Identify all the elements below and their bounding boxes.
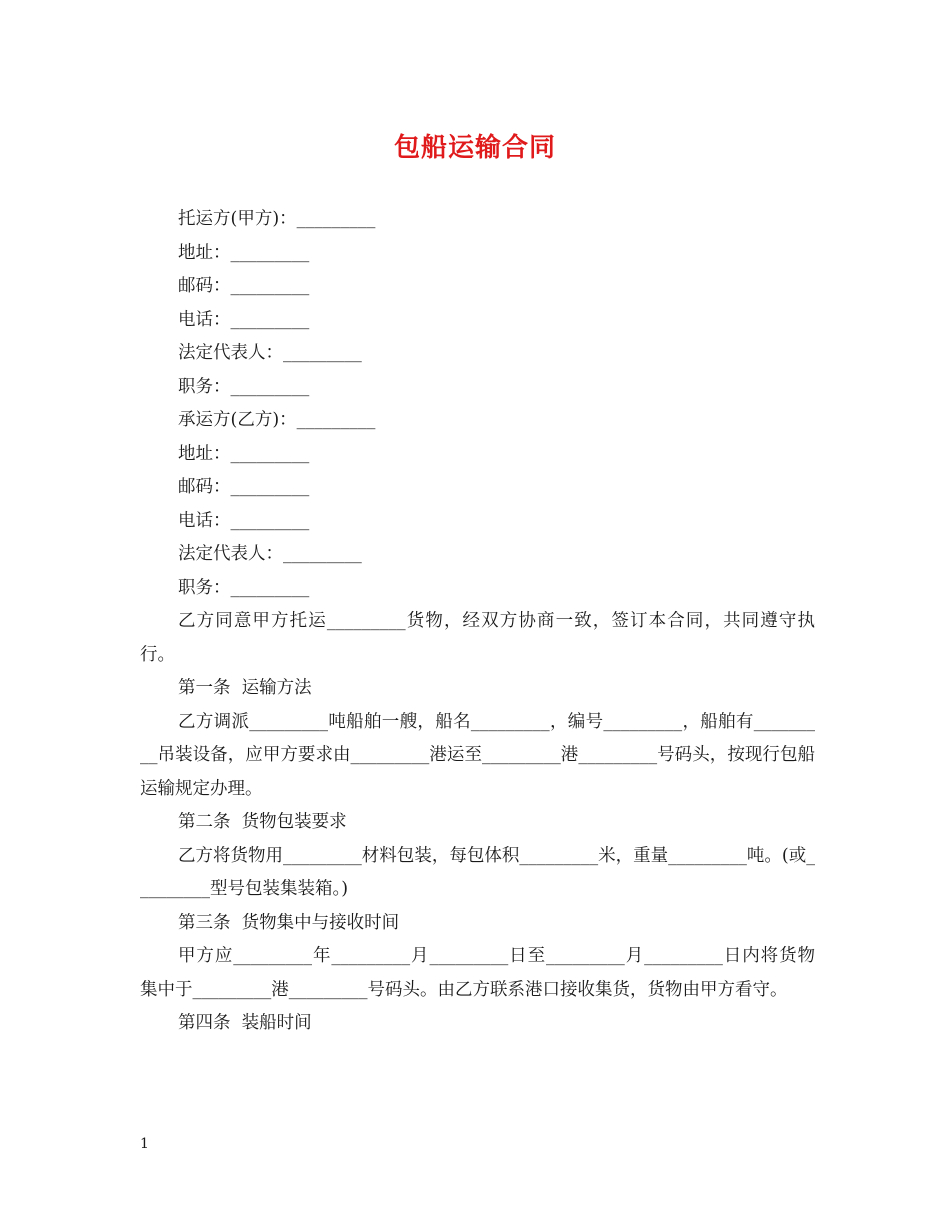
party-line: 地址：_________ (178, 443, 310, 464)
party-line: 邮码：_________ (178, 276, 310, 296)
article-heading: 第四条 装船时间 (178, 1013, 312, 1033)
article-heading: 第三条 货物集中与接收时间 (178, 912, 400, 933)
article-heading: 第二条 货物包装要求 (178, 812, 347, 832)
party-line: 邮码：_________ (178, 477, 310, 497)
page-number: 1 (140, 1136, 149, 1152)
party-line: 承运方(乙方)：_________ (178, 410, 376, 430)
intro-paragraph: 乙方同意甲方托运_________货物，经双方协商一致，签订本合同，共同遵守执行。 (140, 611, 815, 665)
party-line: 法定代表人：_________ (178, 343, 362, 363)
article-text: 乙方调派_________吨船舶一艘，船名_________，编号_________，船舶有_________吊装设备，应甲方要求由_________港运至_________港_________号码头，按现行包船运输规定办理。 (140, 711, 815, 799)
party-line: 法定代表人：_________ (178, 544, 362, 564)
article-text: 乙方将货物用_________材料包装，每包体积_________米，重量_________吨。(或_________型号包装集装箱。) (140, 845, 815, 899)
contract-body (140, 203, 815, 1041)
contract-title: 包船运输合同 (393, 133, 556, 163)
party-line: 电话：_________ (178, 510, 310, 531)
party-line: 地址：_________ (178, 242, 310, 263)
party-line: 职务：_________ (178, 577, 310, 598)
article-heading: 第一条 运输方法 (178, 678, 312, 698)
party-line: 职务：_________ (178, 376, 310, 397)
party-line: 电话：_________ (178, 309, 310, 330)
article-text: 甲方应_________年_________月_________日至_________月_________日内将货物集中于_________港_________号码头。由乙方联系港口接收集货，货物由甲方看守。 (140, 946, 815, 1000)
party-line: 托运方(甲方)：_________ (178, 209, 376, 229)
